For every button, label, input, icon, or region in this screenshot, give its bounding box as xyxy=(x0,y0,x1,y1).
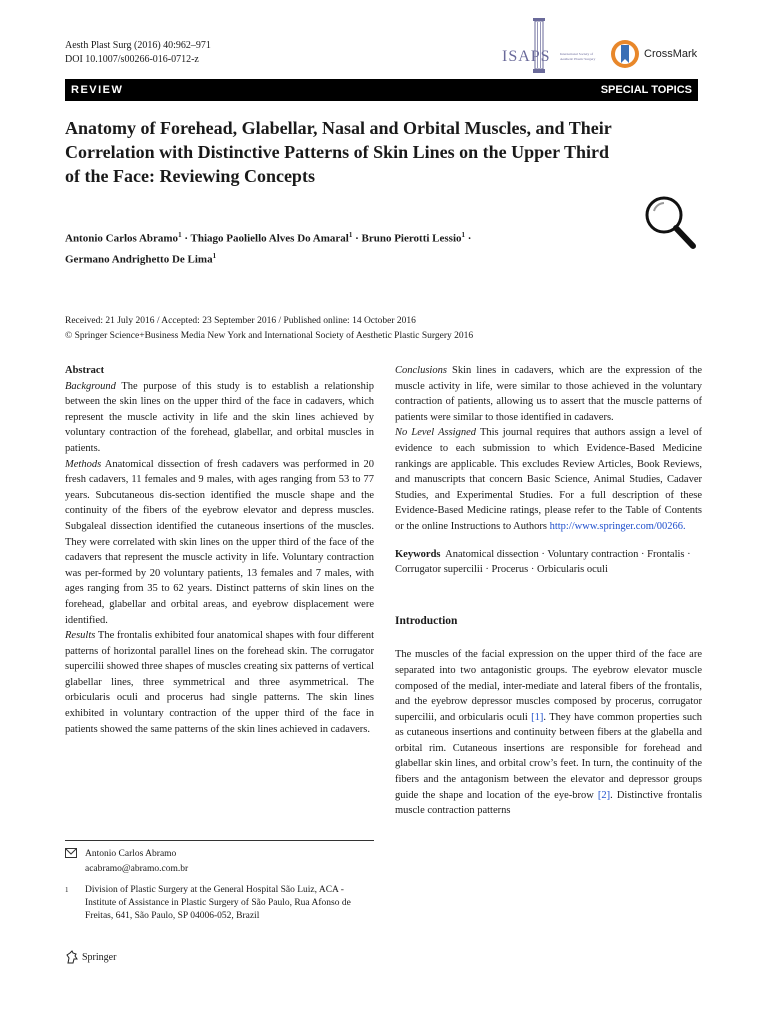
abstract-heading: Abstract xyxy=(65,365,105,376)
level-text: This journal requires that authors assign a level of evidence to each submission to which Evidence-Based Medicine rankings are applicable. This excludes Review Articles, Book Reviews, and manuscripts that concern Basic Science, Animal Studies, Cadaver Studies, and Experimental Studies. For a full description of these Evidence-Based Medicine ratings, please refer to the Table of Contents or the online Instructions to Authors xyxy=(395,427,702,532)
keywords xyxy=(395,547,702,578)
instructions-link[interactable]: http://www.springer.com/00266. xyxy=(549,520,686,532)
crossmark-label: CrossMark xyxy=(644,48,698,60)
dates: Received: 21 July 2016 / Accepted: 23 September 2016 / Published online: 14 October 2016 xyxy=(65,316,416,326)
publisher-name: Springer xyxy=(82,951,117,963)
crossmark-badge[interactable] xyxy=(610,36,697,72)
methods-text: Anatomical dissection of fresh cadavers was performed in 20 fresh cadavers, 11 females and 9 males, with ages ranging from 53 to 77 years. Subcutaneous dis-section identified the muscle shape and the continuity of the fibers of the eyebrow elevator and depress muscles. Subgaleal dissection identified the cutaneous insertions of the muscles. They were correlated with skin lines on the upper third of the face of the cadavers that represent the muscle activity in life. Voluntary contraction was per-formed by 20 voluntary patients, 13 females and 7 males, with ages ranging from 35 to 62 years. Distinct patterns of skin lines on the forehead, glabellar and orbital areas, and eyebrow displacement were identified. xyxy=(65,458,374,626)
intro-part2: . They have common properties such as cutaneous insertions and continuity between fibers at the glabella and orbital rim. Cutaneous insertions are responsible for forehead and glabellar skin lines, and orbital crow’s feet. In turn, the continuity of the fibers and the antagonism between the elevator and depressor groups guide the shape and location of the eye-brow xyxy=(395,711,702,801)
abstract-level xyxy=(395,425,702,534)
affiliation-mark: 1 xyxy=(65,886,69,894)
journal-info xyxy=(65,39,211,67)
citation-link[interactable]: [2] xyxy=(597,789,611,801)
author-affiliation: 1 xyxy=(212,251,217,260)
affiliation-text: Division of Plastic Surgery at the General Hospital São Luiz, ACA - Institute of Assistance in Plastic Surgery of São Paulo, Rua Afonso de Freitas, 641, São Paulo, SP 04006-052, Brazil xyxy=(85,885,351,921)
intro-part1: The muscles of the facial expression on the upper third of the face are separated into two antagonistic groups. The eyebrow elevator muscle composed of the medial, inter-mediate and lateral fibers of the frontalis, and the eyebrow depressor muscles composed by procerus, corrugator supercilii, and orbicularis oculi xyxy=(395,649,702,723)
article-type: REVIEW xyxy=(71,84,124,96)
results-text: The frontalis exhibited four anatomical shapes with four different patterns of horizontal parallel lines on the forehead skin. The corrugator supercilii showed three shapes of muscles creating six patterns of vertical glabellar lines, three symmetrical and three asymmetrical. The orbicularis oculi and procerus had single patterns. The skin lines exhibited in voluntary contraction of the upper third of the face in patients showed the same patterns of the skin lines achieved in cadavers. xyxy=(65,630,375,735)
author-name: Antonio Carlos Abramo xyxy=(65,232,179,245)
article-title: Anatomy of Forehead, Glabellar, Nasal and Orbital Muscles, and Their Correlation with Distinctive Patterns of Skin Lines on the Upper Third of the Face: Reviewing Concepts xyxy=(65,118,612,186)
publication-dates xyxy=(65,314,698,344)
contact-email[interactable]: acabramo@abramo.com.br xyxy=(85,864,189,874)
author-name: Germano Andrighetto De Lima xyxy=(65,253,213,266)
introduction-heading: Introduction xyxy=(395,614,458,627)
citation-link[interactable]: [1] xyxy=(531,711,544,723)
journal-citation: Aesth Plast Surg (2016) 40:962–971 xyxy=(65,40,211,51)
results-label: Results xyxy=(65,630,96,642)
background-text: The purpose of this study is to establish a relationship between the skin lines on the upper third of the face in cadavers, which represent the muscle activity in life and the skin lines achieved by voluntary contraction of the forehead, glabellar, and orbital muscles in patients. xyxy=(65,380,375,454)
author-name: Thiago Paoliello Alves Do Amaral xyxy=(190,232,349,245)
isaps-logo xyxy=(502,18,602,74)
methods-label: Methods xyxy=(65,458,102,470)
conclusions-label: Conclusions xyxy=(395,365,447,376)
abstract-conclusions xyxy=(395,363,702,425)
contact-name: Antonio Carlos Abramo xyxy=(85,849,177,859)
section-type: SPECIAL TOPICS xyxy=(600,84,692,96)
intro-part3: . Distinctive frontalis muscle contraction patterns xyxy=(395,789,702,817)
right-column xyxy=(395,363,702,819)
author-affiliation: 1 xyxy=(348,231,353,239)
isaps-text: ISAPS xyxy=(502,48,551,65)
abstract-results xyxy=(65,628,374,737)
footnote-divider xyxy=(65,840,374,841)
doi: DOI 10.1007/s00266-016-0712-z xyxy=(65,54,199,65)
section-bar xyxy=(65,79,698,101)
isaps-subtext: International Society of Aesthetic Plastic Surgery xyxy=(560,52,596,61)
author-name: Bruno Pierotti Lessio xyxy=(361,232,462,245)
abstract-background xyxy=(65,379,374,457)
envelope-icon xyxy=(65,848,85,863)
corresponding-author xyxy=(65,848,374,876)
crossmark-icon xyxy=(610,37,640,71)
level-label: No Level Assigned xyxy=(395,427,476,439)
keywords-text: Anatomical dissection · Voluntary contraction · Frontalis · Corrugator supercilii · Procerus · Orbicularis oculi xyxy=(395,548,691,576)
conclusions-text: Skin lines in cadavers, which are the expression of the muscle activity in life, were similar to those achieved in the voluntary contraction of patients, allowing us to assert that the muscle patterns of patients were similar to those identified in cadavers. xyxy=(395,365,702,423)
background-label: Background xyxy=(65,380,116,392)
author-affiliation: 1 xyxy=(178,231,182,239)
introduction-text xyxy=(395,647,702,819)
author-list: Antonio Carlos Abramo$^1$ · Thiago Paoliello Alves Do Amaral$^1$ · Bruno Pierotti Lessio$^1$ · Germano Andrighetto De Lima$^1$ xyxy=(65,231,472,266)
keywords-label: Keywords xyxy=(395,548,441,560)
author-affiliation: 1 xyxy=(461,231,466,239)
magnifier-icon xyxy=(640,193,700,253)
affiliation-footnote xyxy=(65,884,374,923)
copyright: © Springer Science+Business Media New York and International Society of Aesthetic Plastic Surgery 2016 xyxy=(65,331,474,341)
left-column xyxy=(65,363,374,737)
abstract-methods xyxy=(65,457,374,629)
springer-horse-icon xyxy=(65,950,79,964)
publisher-logo xyxy=(65,950,116,964)
